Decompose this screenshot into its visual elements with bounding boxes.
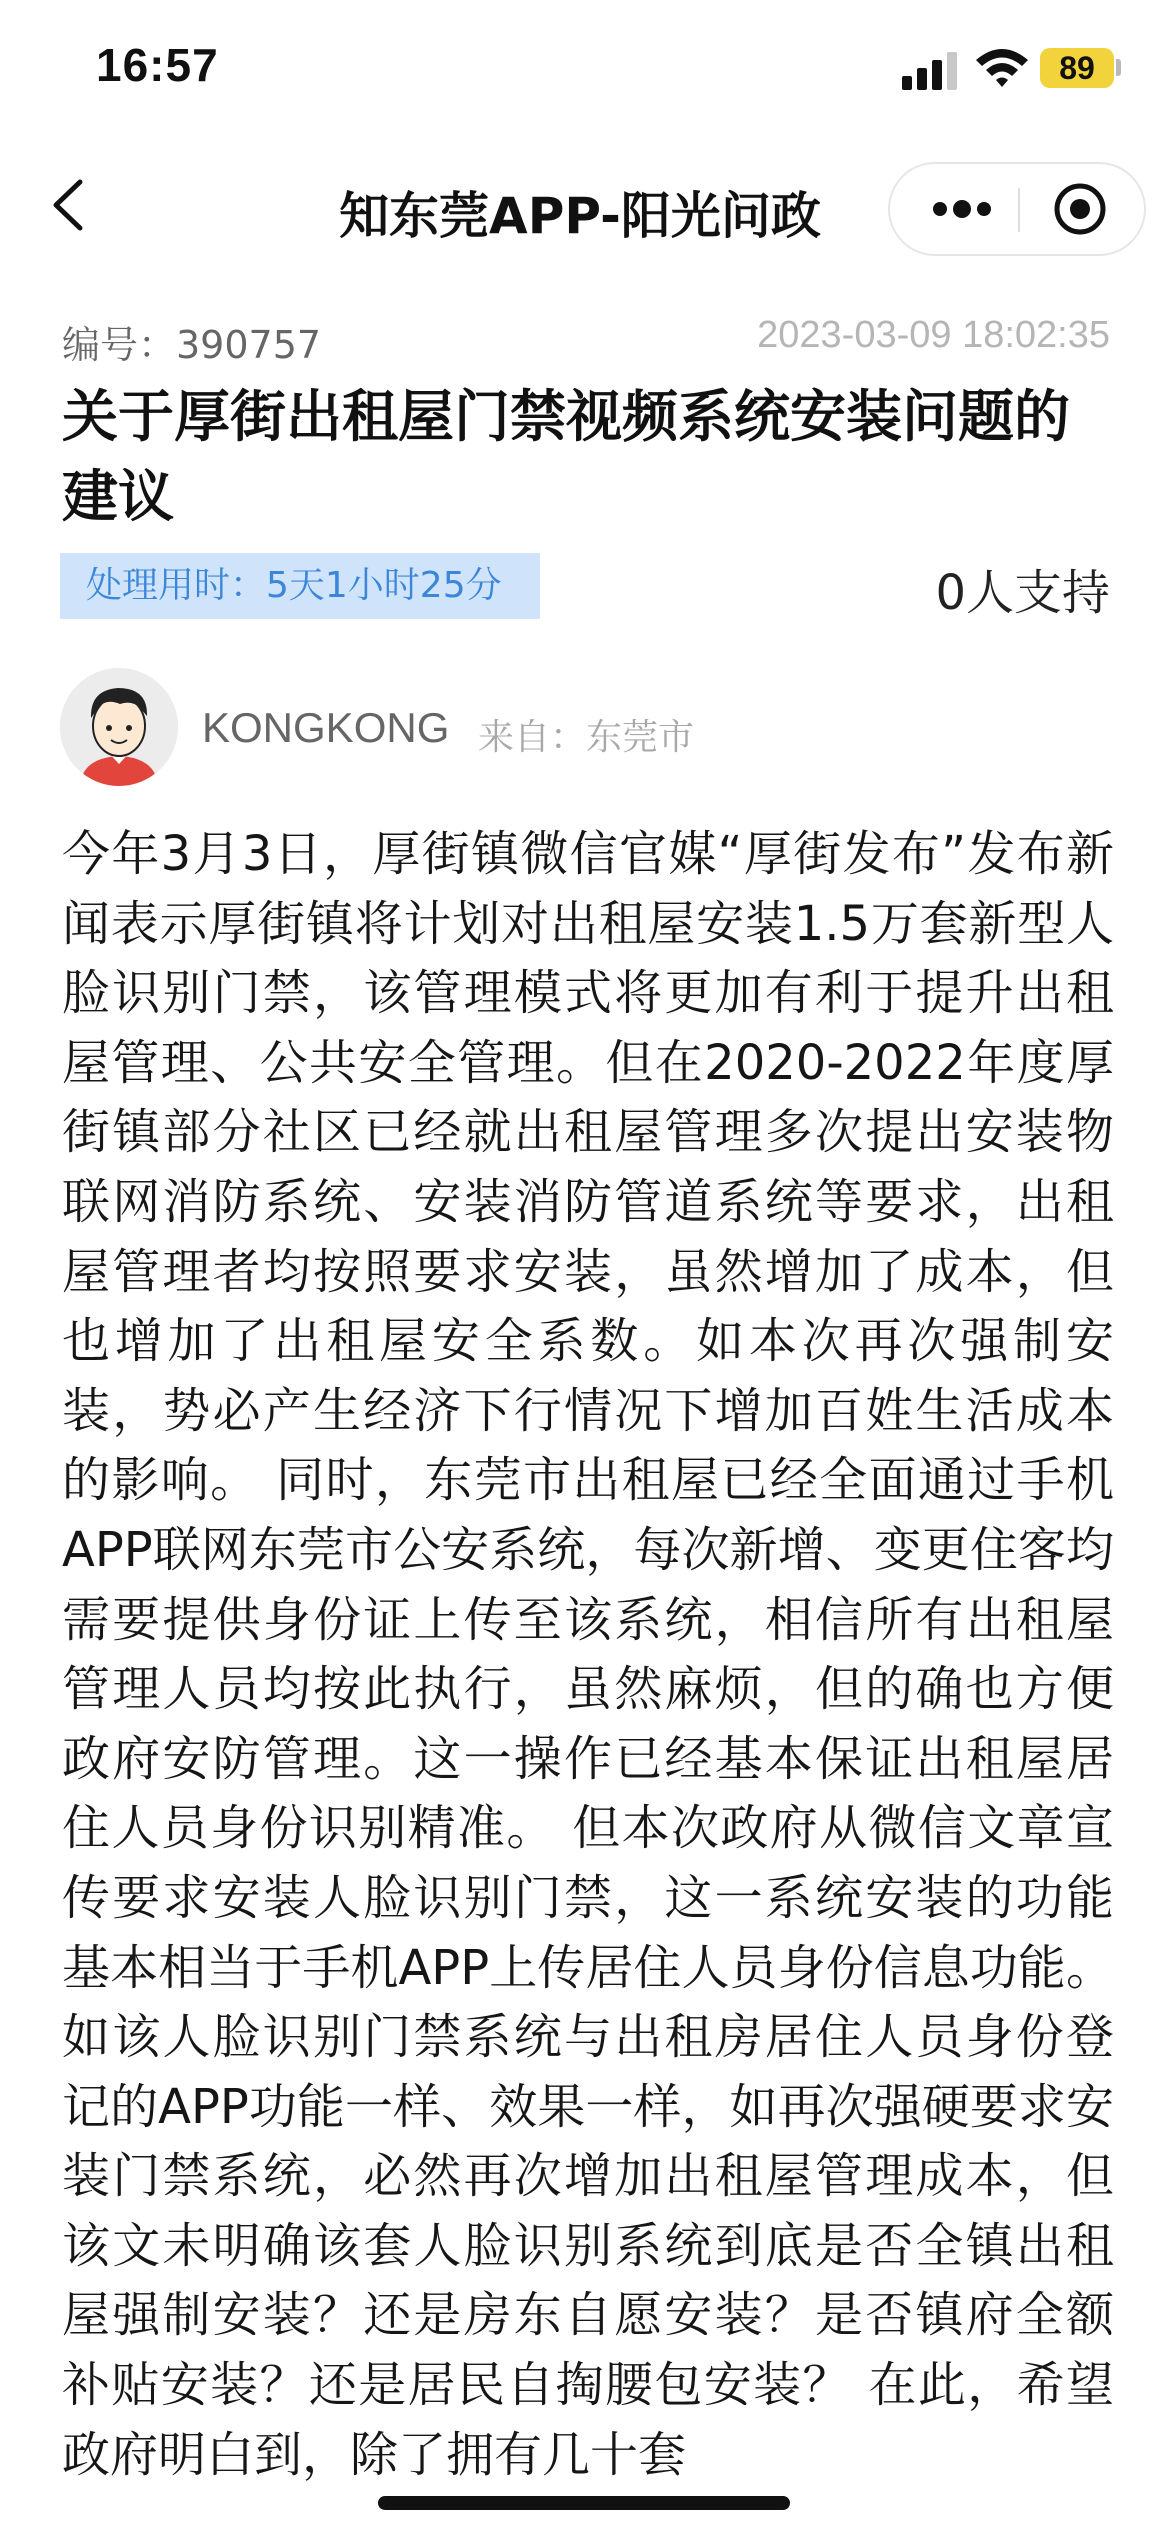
back-button[interactable] [36, 170, 106, 240]
wifi-icon [974, 46, 1030, 90]
avatar[interactable] [60, 668, 178, 786]
mini-program-capsule [888, 162, 1146, 256]
battery-level: 89 [1059, 50, 1095, 86]
post-date: 2023-03-09 18:02:35 [757, 314, 1110, 356]
post-id: 编号：390757 [62, 323, 322, 367]
author-location: 来自：东莞市 [478, 717, 695, 758]
battery-icon [1040, 48, 1114, 88]
more-dots-icon[interactable] [910, 178, 1010, 240]
nav-bar [0, 140, 1170, 270]
post-meta [62, 314, 1110, 367]
processing-time-badge: 处理用时：5天1小时25分 [60, 553, 540, 619]
avatar-icon [60, 668, 178, 786]
cellular-signal-icon [902, 50, 958, 90]
capsule-divider [1018, 188, 1020, 232]
status-bar [0, 0, 1170, 140]
nav-title: 知东莞APP-阳光问政 [339, 187, 821, 245]
author-name: KONGKONG [202, 704, 450, 751]
target-circle-icon[interactable] [1038, 178, 1128, 240]
status-time: 16:57 [96, 39, 219, 91]
support-count[interactable]: 0人支持 [935, 565, 1110, 621]
home-indicator [378, 2496, 790, 2510]
page-title: 关于厚街出租屋门禁视频系统安装问题的建议 [62, 385, 1070, 530]
battery-tip [1116, 59, 1121, 76]
article-body: 今年3月3日，厚街镇微信官媒“厚街发布”发布新闻表示厚街镇将计划对出租屋安装1.5万套新型人脸识别门禁，该管理模式将更加有利于提升出租屋管理、公共安全管理。但在2020-2022年度厚街镇部分社区已经就出租屋管理多次提出安装物联网消防系统、安装消防管道系统等要求，出租屋管理者均按照要求安装，虽然增加了成本，但也增加了出租屋安全系数。如本次再次强制安装，势必产生经济下行情况下增加百姓生活成本的影响。 同时，东莞市出租屋已经全面通过手机APP联网东莞市公安系统，每次新增、变更住客均需要提供身份证上传至该系统，相信所有出租屋管理人员均按此执行，虽然麻烦，但的确也方便政府安防管理。这一操作已经基本保证出租屋居住人员身份识别精准。 但本次政府从微信文章宣传要求安装人脸识别门禁，这一系统安装的功能基本相当于手机APP上传居住人员身份信息功能。如该人脸识别门禁系统与出租房居住人员身份登记的APP功能一样、效果一样，如再次强硬要求安装门禁系统，必然再次增加出租屋管理成本，但该文未明确该套人脸识别系统到底是否全镇出租屋强制安装？还是房东自愿安装？是否镇府全额补贴安装？还是居民自掏腰包安装？ 在此，希望政府明白到，除了拥有几十套 [62, 826, 1114, 2483]
